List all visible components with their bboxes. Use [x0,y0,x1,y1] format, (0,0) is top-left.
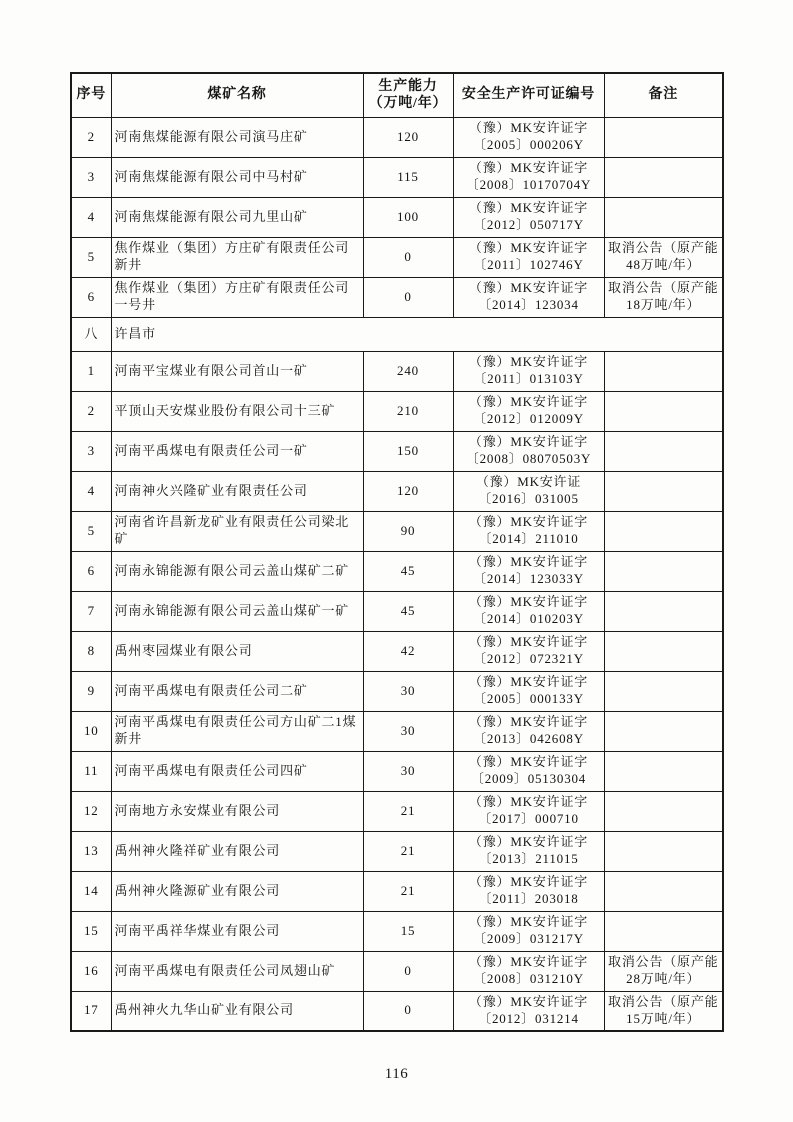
cell-remarks [604,631,723,671]
cell-mine-name: 河南焦煤能源有限公司中马村矿 [111,157,363,197]
table-row [71,471,723,511]
header-capacity [363,73,453,117]
table-row [71,991,723,1031]
cell-mine-name: 河南永锦能源有限公司云盖山煤矿二矿 [111,551,363,591]
table-row [71,511,723,551]
cell-capacity: 45 [363,551,453,591]
cell-mine-name: 焦作煤业（集团）方庄矿有限责任公司一号井 [111,277,363,317]
section-row [71,317,723,351]
table-row [71,951,723,991]
cell-capacity: 120 [363,471,453,511]
cell-mine-name: 河南焦煤能源有限公司九里山矿 [111,197,363,237]
cell-remarks: 取消公告（原产能48万吨/年） [604,237,723,277]
table-row [71,791,723,831]
table-row [71,591,723,631]
cell-mine-name: 河南平宝煤业有限公司首山一矿 [111,351,363,391]
table-row [71,911,723,951]
cell-remarks [604,711,723,751]
cell-capacity: 21 [363,791,453,831]
cell-capacity: 150 [363,431,453,471]
cell-mine-name: 禹州枣园煤业有限公司 [111,631,363,671]
cell-permit-number: （豫）MK安许证〔2016〕031005 [453,471,604,511]
cell-capacity: 30 [363,671,453,711]
table-row [71,117,723,157]
table-row [71,197,723,237]
cell-capacity: 42 [363,631,453,671]
cell-remarks: 取消公告（原产能28万吨/年） [604,951,723,991]
table-row [71,871,723,911]
cell-serial-number: 8 [71,631,111,671]
cell-serial-number: 10 [71,711,111,751]
table-row [71,431,723,471]
cell-mine-name: 河南地方永安煤业有限公司 [111,791,363,831]
cell-remarks [604,871,723,911]
cell-capacity: 0 [363,951,453,991]
cell-capacity: 120 [363,117,453,157]
cell-capacity: 0 [363,237,453,277]
cell-mine-name: 河南平禹煤电有限责任公司四矿 [111,751,363,791]
cell-permit-number: （豫）MK安许证字〔2014〕123033Y [453,551,604,591]
cell-serial-number: 6 [71,551,111,591]
cell-capacity: 210 [363,391,453,431]
cell-remarks: 取消公告（原产能15万吨/年） [604,991,723,1031]
cell-serial-number: 14 [71,871,111,911]
cell-mine-name: 河南平禹煤电有限责任公司凤翅山矿 [111,951,363,991]
section-index: 八 [71,317,111,351]
cell-remarks [604,197,723,237]
cell-capacity: 21 [363,831,453,871]
cell-permit-number: （豫）MK安许证字〔2012〕072321Y [453,631,604,671]
page-number: 116 [384,1066,409,1082]
cell-remarks [604,911,723,951]
header-capacity-line1: 生产能力 [378,78,438,94]
cell-mine-name: 河南平禹祥华煤业有限公司 [111,911,363,951]
cell-permit-number: （豫）MK安许证字〔2011〕013103Y [453,351,604,391]
cell-capacity: 0 [363,277,453,317]
header-permit-number: 安全生产许可证编号 [453,73,604,117]
cell-serial-number: 1 [71,351,111,391]
cell-serial-number: 3 [71,157,111,197]
header-capacity-line2: （万吨/年） [368,96,448,112]
cell-mine-name: 禹州神火隆祥矿业有限公司 [111,831,363,871]
table-row [71,711,723,751]
cell-capacity: 21 [363,871,453,911]
cell-mine-name: 河南平禹煤电有限责任公司二矿 [111,671,363,711]
cell-serial-number: 2 [71,391,111,431]
cell-serial-number: 12 [71,791,111,831]
cell-permit-number: （豫）MK安许证字〔2013〕211015 [453,831,604,871]
cell-mine-name: 河南平禹煤电有限责任公司一矿 [111,431,363,471]
cell-permit-number: （豫）MK安许证字〔2011〕203018 [453,871,604,911]
cell-remarks [604,157,723,197]
cell-permit-number: （豫）MK安许证字〔2017〕000710 [453,791,604,831]
cell-permit-number: （豫）MK安许证字〔2012〕031214 [453,991,604,1031]
cell-permit-number: （豫）MK安许证字〔2012〕012009Y [453,391,604,431]
cell-remarks [604,591,723,631]
cell-capacity: 30 [363,751,453,791]
header-mine-name: 煤矿名称 [111,73,363,117]
cell-permit-number: （豫）MK安许证字〔2008〕10170704Y [453,157,604,197]
cell-mine-name: 平顶山天安煤业股份有限公司十三矿 [111,391,363,431]
section-city-name: 许昌市 [111,317,723,351]
cell-capacity: 45 [363,591,453,631]
cell-mine-name: 河南平禹煤电有限责任公司方山矿二1煤新井 [111,711,363,751]
table-row [71,631,723,671]
cell-serial-number: 15 [71,911,111,951]
cell-serial-number: 5 [71,511,111,551]
cell-serial-number: 17 [71,991,111,1031]
cell-permit-number: （豫）MK安许证字〔2008〕031210Y [453,951,604,991]
cell-permit-number: （豫）MK安许证字〔2005〕000133Y [453,671,604,711]
cell-mine-name: 河南永锦能源有限公司云盖山煤矿一矿 [111,591,363,631]
table-row [71,237,723,277]
coal-mine-table [70,72,724,1032]
header-serial-number: 序号 [71,73,111,117]
cell-capacity: 30 [363,711,453,751]
table-body [71,117,723,1031]
cell-remarks [604,431,723,471]
table-row [71,351,723,391]
table-row [71,391,723,431]
cell-serial-number: 11 [71,751,111,791]
cell-remarks [604,671,723,711]
cell-capacity: 15 [363,911,453,951]
header-row [71,73,723,117]
cell-serial-number: 7 [71,591,111,631]
cell-mine-name: 禹州神火隆源矿业有限公司 [111,871,363,911]
table-row [71,551,723,591]
cell-serial-number: 16 [71,951,111,991]
cell-capacity: 0 [363,991,453,1031]
cell-permit-number: （豫）MK安许证字〔2009〕05130304 [453,751,604,791]
cell-remarks [604,751,723,791]
cell-serial-number: 13 [71,831,111,871]
cell-permit-number: （豫）MK安许证字〔2011〕102746Y [453,237,604,277]
cell-serial-number: 5 [71,237,111,277]
cell-serial-number: 9 [71,671,111,711]
cell-permit-number: （豫）MK安许证字〔2014〕123034 [453,277,604,317]
table-row [71,277,723,317]
cell-permit-number: （豫）MK安许证字〔2014〕211010 [453,511,604,551]
cell-permit-number: （豫）MK安许证字〔2005〕000206Y [453,117,604,157]
cell-serial-number: 3 [71,431,111,471]
cell-remarks [604,511,723,551]
cell-permit-number: （豫）MK安许证字〔2013〕042608Y [453,711,604,751]
cell-permit-number: （豫）MK安许证字〔2014〕010203Y [453,591,604,631]
cell-permit-number: （豫）MK安许证字〔2012〕050717Y [453,197,604,237]
cell-remarks [604,551,723,591]
cell-capacity: 115 [363,157,453,197]
cell-capacity: 100 [363,197,453,237]
cell-remarks [604,351,723,391]
cell-permit-number: （豫）MK安许证字〔2008〕08070503Y [453,431,604,471]
cell-remarks [604,791,723,831]
cell-mine-name: 禹州神火九华山矿业有限公司 [111,991,363,1031]
cell-mine-name: 河南省许昌新龙矿业有限责任公司梁北矿 [111,511,363,551]
cell-serial-number: 6 [71,277,111,317]
cell-capacity: 90 [363,511,453,551]
cell-mine-name: 焦作煤业（集团）方庄矿有限责任公司新井 [111,237,363,277]
cell-remarks [604,471,723,511]
cell-capacity: 240 [363,351,453,391]
cell-remarks [604,831,723,871]
cell-remarks [604,117,723,157]
table-row [71,751,723,791]
cell-permit-number: （豫）MK安许证字〔2009〕031217Y [453,911,604,951]
cell-serial-number: 4 [71,471,111,511]
cell-remarks [604,391,723,431]
table-row [71,831,723,871]
cell-serial-number: 4 [71,197,111,237]
table-row [71,671,723,711]
table-row [71,157,723,197]
header-remarks: 备注 [604,73,723,117]
cell-mine-name: 河南焦煤能源有限公司演马庄矿 [111,117,363,157]
cell-serial-number: 2 [71,117,111,157]
cell-mine-name: 河南神火兴隆矿业有限责任公司 [111,471,363,511]
cell-remarks: 取消公告（原产能18万吨/年） [604,277,723,317]
